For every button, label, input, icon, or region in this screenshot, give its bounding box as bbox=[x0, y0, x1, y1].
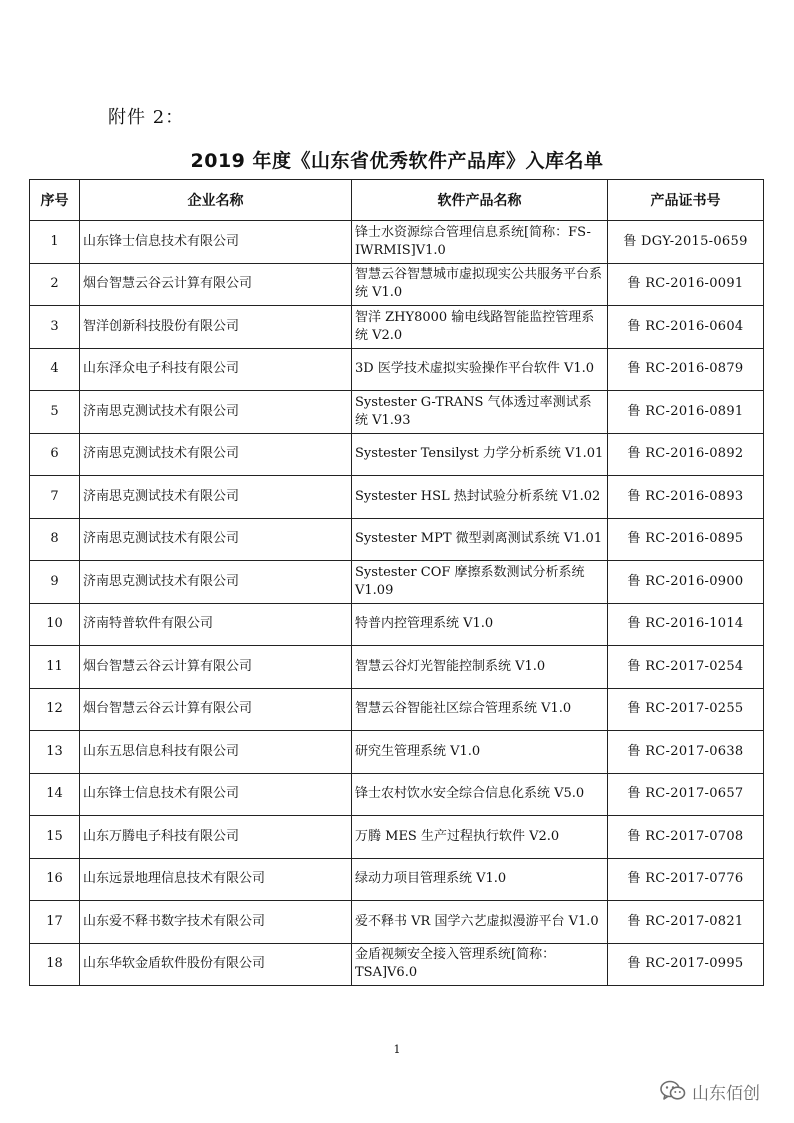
table-row bbox=[30, 561, 764, 604]
table-row bbox=[30, 943, 764, 986]
row-serial-number: 3 bbox=[30, 306, 80, 349]
table-row bbox=[30, 603, 764, 646]
row-company-name: 山东锋士信息技术有限公司 bbox=[80, 773, 352, 816]
row-serial-number: 1 bbox=[30, 221, 80, 264]
table-row bbox=[30, 348, 764, 391]
row-company-name: 济南思克测试技术有限公司 bbox=[80, 561, 352, 604]
row-certificate-number: 鲁 RC-2017-0255 bbox=[608, 688, 764, 731]
watermark-text: 山东佰创 bbox=[692, 1083, 760, 1104]
attachment-label: 附件 2： bbox=[108, 107, 185, 128]
row-company-name: 烟台智慧云谷云计算有限公司 bbox=[80, 688, 352, 731]
row-certificate-number: 鲁 RC-2017-0657 bbox=[608, 773, 764, 816]
row-certificate-number: 鲁 RC-2016-0604 bbox=[608, 306, 764, 349]
table-row bbox=[30, 646, 764, 689]
document-title: 2019 年度《山东省优秀软件产品库》入库名单 bbox=[190, 150, 604, 172]
row-product-name: 金盾视频安全接入管理系统[简称：TSA]V6.0 bbox=[352, 943, 608, 986]
row-company-name: 烟台智慧云谷云计算有限公司 bbox=[80, 646, 352, 689]
row-serial-number: 4 bbox=[30, 348, 80, 391]
row-company-name: 智洋创新科技股份有限公司 bbox=[80, 306, 352, 349]
row-product-name: 爱不释书 VR 国学六艺虚拟漫游平台 V1.0 bbox=[352, 901, 608, 944]
table-row bbox=[30, 391, 764, 434]
row-product-name: 锋士水资源综合管理信息系统[简称：FS-IWRMIS]V1.0 bbox=[352, 221, 608, 264]
row-certificate-number: 鲁 RC-2016-0900 bbox=[608, 561, 764, 604]
row-serial-number: 9 bbox=[30, 561, 80, 604]
row-company-name: 山东锋士信息技术有限公司 bbox=[80, 221, 352, 264]
table-row bbox=[30, 901, 764, 944]
row-product-name: 智洋 ZHY8000 输电线路智能监控管理系统 V2.0 bbox=[352, 306, 608, 349]
row-serial-number: 5 bbox=[30, 391, 80, 434]
table-header-row bbox=[30, 180, 764, 221]
table-row bbox=[30, 518, 764, 561]
row-company-name: 山东五思信息科技有限公司 bbox=[80, 731, 352, 774]
row-product-name: 锋士农村饮水安全综合信息化系统 V5.0 bbox=[352, 773, 608, 816]
page-number: 1 bbox=[393, 1043, 401, 1056]
row-product-name: 智慧云谷智慧城市虚拟现实公共服务平台系统 V1.0 bbox=[352, 263, 608, 306]
row-product-name: 特普内控管理系统 V1.0 bbox=[352, 603, 608, 646]
row-product-name: Systester COF 摩擦系数测试分析系统 V1.09 bbox=[352, 561, 608, 604]
row-product-name: 研究生管理系统 V1.0 bbox=[352, 731, 608, 774]
row-company-name: 济南思克测试技术有限公司 bbox=[80, 391, 352, 434]
row-product-name: Systester G-TRANS 气体透过率测试系统 V1.93 bbox=[352, 391, 608, 434]
watermark bbox=[660, 1078, 760, 1104]
row-product-name: 万腾 MES 生产过程执行软件 V2.0 bbox=[352, 816, 608, 859]
header-company-name: 企业名称 bbox=[80, 180, 352, 221]
row-serial-number: 16 bbox=[30, 858, 80, 901]
row-company-name: 济南特普软件有限公司 bbox=[80, 603, 352, 646]
row-product-name: 智慧云谷智能社区综合管理系统 V1.0 bbox=[352, 688, 608, 731]
row-serial-number: 8 bbox=[30, 518, 80, 561]
row-serial-number: 15 bbox=[30, 816, 80, 859]
wechat-icon bbox=[660, 1080, 686, 1102]
row-serial-number: 7 bbox=[30, 476, 80, 519]
row-company-name: 山东泽众电子科技有限公司 bbox=[80, 348, 352, 391]
row-serial-number: 11 bbox=[30, 646, 80, 689]
table-row bbox=[30, 263, 764, 306]
row-certificate-number: 鲁 RC-2017-0776 bbox=[608, 858, 764, 901]
row-product-name: 3D 医学技术虚拟实验操作平台软件 V1.0 bbox=[352, 348, 608, 391]
table-row bbox=[30, 221, 764, 264]
row-serial-number: 6 bbox=[30, 433, 80, 476]
row-certificate-number: 鲁 RC-2017-0254 bbox=[608, 646, 764, 689]
table-row bbox=[30, 731, 764, 774]
row-product-name: Systester HSL 热封试验分析系统 V1.02 bbox=[352, 476, 608, 519]
row-certificate-number: 鲁 RC-2017-0638 bbox=[608, 731, 764, 774]
row-certificate-number: 鲁 RC-2016-0879 bbox=[608, 348, 764, 391]
row-product-name: Systester Tensilyst 力学分析系统 V1.01 bbox=[352, 433, 608, 476]
row-certificate-number: 鲁 RC-2016-0893 bbox=[608, 476, 764, 519]
row-certificate-number: 鲁 DGY-2015-0659 bbox=[608, 221, 764, 264]
row-certificate-number: 鲁 RC-2017-0995 bbox=[608, 943, 764, 986]
table-row bbox=[30, 858, 764, 901]
table-row bbox=[30, 306, 764, 349]
row-serial-number: 17 bbox=[30, 901, 80, 944]
row-product-name: 绿动力项目管理系统 V1.0 bbox=[352, 858, 608, 901]
row-certificate-number: 鲁 RC-2016-0091 bbox=[608, 263, 764, 306]
row-serial-number: 13 bbox=[30, 731, 80, 774]
row-company-name: 山东华软金盾软件股份有限公司 bbox=[80, 943, 352, 986]
row-company-name: 济南思克测试技术有限公司 bbox=[80, 518, 352, 561]
table-body bbox=[30, 221, 764, 986]
row-serial-number: 12 bbox=[30, 688, 80, 731]
table-row bbox=[30, 476, 764, 519]
row-serial-number: 14 bbox=[30, 773, 80, 816]
row-serial-number: 18 bbox=[30, 943, 80, 986]
row-certificate-number: 鲁 RC-2016-1014 bbox=[608, 603, 764, 646]
header-product-name: 软件产品名称 bbox=[352, 180, 608, 221]
row-product-name: 智慧云谷灯光智能控制系统 V1.0 bbox=[352, 646, 608, 689]
row-certificate-number: 鲁 RC-2016-0892 bbox=[608, 433, 764, 476]
row-certificate-number: 鲁 RC-2016-0895 bbox=[608, 518, 764, 561]
table-row bbox=[30, 816, 764, 859]
header-serial-number: 序号 bbox=[30, 180, 80, 221]
table-row bbox=[30, 433, 764, 476]
row-serial-number: 10 bbox=[30, 603, 80, 646]
header-certificate-number: 产品证书号 bbox=[608, 180, 764, 221]
row-company-name: 烟台智慧云谷云计算有限公司 bbox=[80, 263, 352, 306]
row-company-name: 山东远景地理信息技术有限公司 bbox=[80, 858, 352, 901]
table-row bbox=[30, 688, 764, 731]
row-certificate-number: 鲁 RC-2017-0708 bbox=[608, 816, 764, 859]
row-company-name: 山东万腾电子科技有限公司 bbox=[80, 816, 352, 859]
row-company-name: 济南思克测试技术有限公司 bbox=[80, 433, 352, 476]
row-serial-number: 2 bbox=[30, 263, 80, 306]
row-company-name: 济南思克测试技术有限公司 bbox=[80, 476, 352, 519]
row-product-name: Systester MPT 微型剥离测试系统 V1.01 bbox=[352, 518, 608, 561]
row-certificate-number: 鲁 RC-2016-0891 bbox=[608, 391, 764, 434]
table-row bbox=[30, 773, 764, 816]
row-company-name: 山东爱不释书数字技术有限公司 bbox=[80, 901, 352, 944]
product-list-table bbox=[29, 179, 764, 986]
row-certificate-number: 鲁 RC-2017-0821 bbox=[608, 901, 764, 944]
